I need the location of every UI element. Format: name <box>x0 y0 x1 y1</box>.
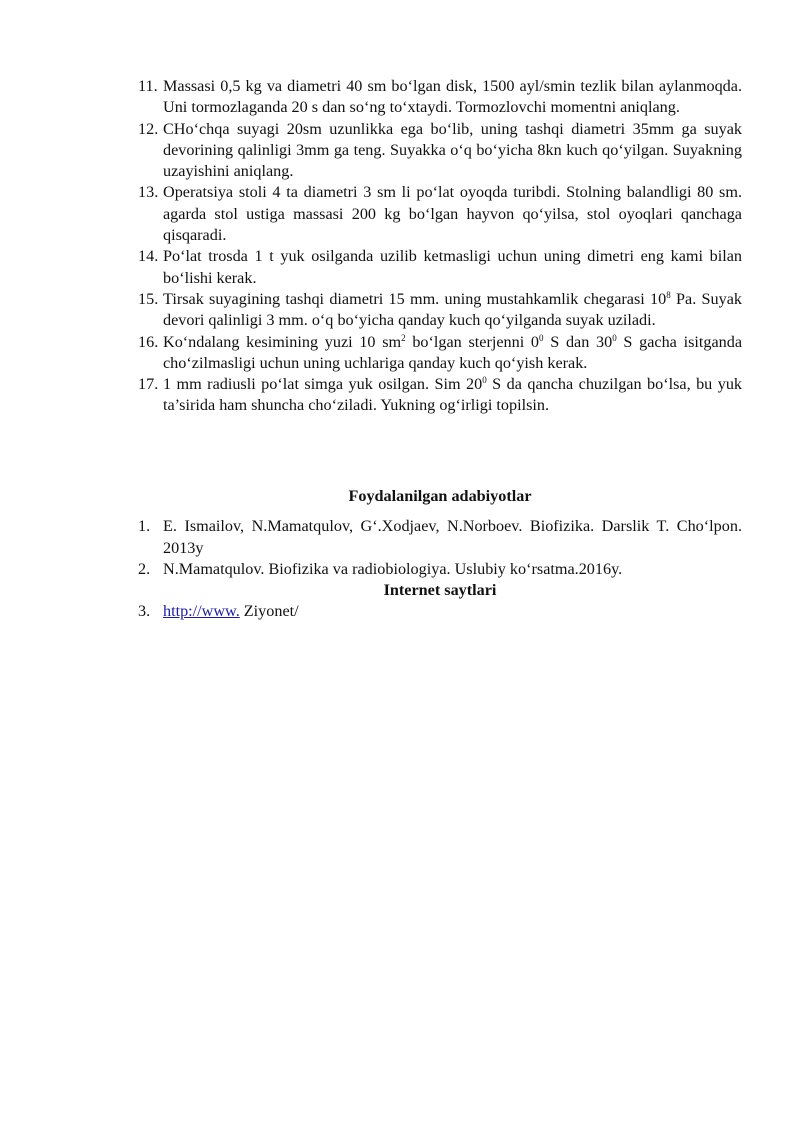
problem-text: Operatsiya stoli 4 ta diametri 3 sm li po‘lat oyoqda turibdi. Stolning balandligi 80 sm. agarda stol ustiga massasi 200 kg bo‘lgan hayvon qo‘yilsa, stol oyoqlari qanchaga qisqaradi. <box>163 183 742 245</box>
problem-number: 17. <box>138 375 159 394</box>
superscript: 0 <box>612 332 617 343</box>
problem-item <box>138 332 742 375</box>
reference-number: 3. <box>138 602 151 621</box>
problem-item <box>138 289 742 332</box>
problem-text: Massasi 0,5 kg va diametri 40 sm bo‘lgan disk, 1500 ayl/smin tezlik bilan aylanmoqda. Uni tormozlaganda 20 s dan so‘ng to‘xtaydi. Tormozlovchi momentni aniqlang. <box>163 77 742 117</box>
superscript: 2 <box>401 332 406 343</box>
problem-item <box>138 246 742 289</box>
problem-number: 14. <box>138 247 159 266</box>
problem-number: 16. <box>138 332 159 351</box>
internet-heading: Internet saytlari <box>383 581 497 600</box>
problem-item <box>138 76 742 119</box>
problem-item <box>138 119 742 183</box>
problem-text: CHo‘chqa suyagi 20sm uzunlikka ega bo‘lib, uning tashqi diametri 35mm ga suyak devorining qalinligi 3mm ga teng. Suyakka o‘q bo‘yicha 8kn kuch qo‘yilgan. Suyakning uzayishini aniqlang. <box>163 119 742 181</box>
problem-text: 1 mm radiusli po‘lat simga yuk osilgan. Sim $20^0$ S da qancha chuzilgan bo‘lsa, bu yuk ta’sirida ham shuncha cho‘ziladi. Yukning og‘irligi topilsin. <box>163 375 743 415</box>
reference-text: N.Mamatqulov. Biofizika va radiobiologiya. Uslubiy ko‘rsatma.2016y. <box>163 559 623 578</box>
superscript: 8 <box>666 289 671 300</box>
superscript: 0 <box>539 332 544 343</box>
references-heading: Foydalanilgan adabiyotlar <box>348 487 532 505</box>
problem-text: Tirsak suyagining tashqi diametri 15 mm. uning mustahkamlik chegarasi $10^8$ Pa. Suyak devori qalinligi 3 mm. o‘q bo‘yicha qanday kuch qo‘yilganda suyak uziladi. <box>163 289 742 330</box>
reference-number: 2. <box>138 559 151 578</box>
superscript: 0 <box>482 375 487 386</box>
reference-number: 1. <box>138 517 151 536</box>
reference-item <box>138 559 742 580</box>
reference-text: E. Ismailov, N.Mamatqulov, G‘.Xodjaev, N.Norboev. Biofizika. Darslik T. Cho‘lpon. 2013y <box>163 517 742 557</box>
references-section <box>138 486 742 623</box>
reference-item <box>138 601 742 622</box>
reference-text: Ziyonet/ <box>239 602 299 621</box>
problem-number: 11. <box>138 77 158 95</box>
problem-item <box>138 182 742 246</box>
problem-number: 15. <box>138 289 159 308</box>
internet-link[interactable]: http://www. <box>163 602 240 621</box>
problem-list <box>138 76 742 417</box>
problem-number: 12. <box>138 119 159 138</box>
reference-item <box>138 516 742 559</box>
problem-item <box>138 374 742 417</box>
problem-text: Ko‘ndalang kesimining yuzi 10 $sm^2$ bo‘lgan sterjenni $0^0$ S dan $30^0$ S gacha isitganda cho‘zilmasligi uchun uning uchlariga qanday kuch qo‘yish kerak. <box>163 332 743 372</box>
problem-text: Po‘lat trosda 1 t yuk osilganda uzilib ketmasligi uchun uning dimetri eng kami bilan bo‘lishi kerak. <box>163 247 742 287</box>
problem-number: 13. <box>138 183 159 202</box>
